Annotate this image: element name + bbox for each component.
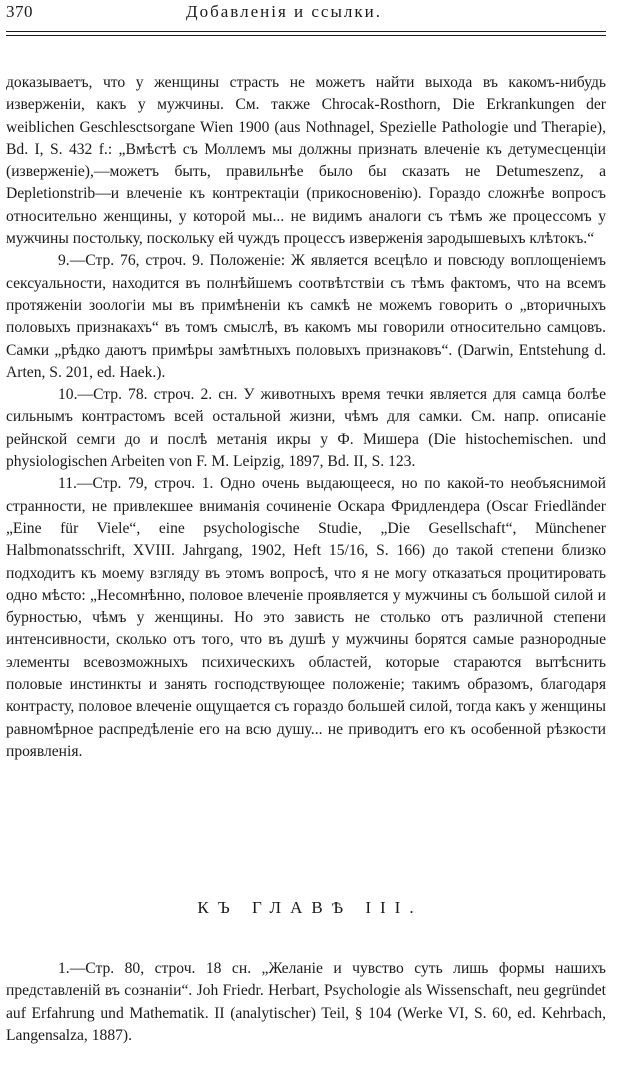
chapter-notes — [6, 958, 606, 1047]
main-text — [6, 72, 606, 763]
note-9-paragraph: 9.—Стр. 76, строч. 9. Положеніе: Ж является всецѣло и повсюду воплощеніемъ сексуальности, находится въ полнѣйшемъ соотвѣтствіи съ тѣмъ фактомъ, что на всемъ протяженіи зоологіи мы въ примѣненіи къ самкѣ не можемъ говорить о „вторичныхъ половыхъ признакахъ“ въ томъ смыслѣ, въ какомъ мы говорили относительно самцовъ. Самки „рѣдко даютъ примѣры замѣтныхъ половыхъ признаковъ“. (Darwin, Entstehung d. Arten, S. 201, ed. Haek.). — [6, 252, 606, 381]
chapter-note-1: 1.—Стр. 80, строч. 18 сн. „Желаніе и чувство суть лишь формы нашихъ представленій въ сознаніи“. Joh Friedr. Herbart, Psychologie als Wissenschaft, neu gegründet auf Erfahrung und Mathematik. II (analytischer) Teil, § 104 (Werke VI, S. 60, ed. Kehrbach, Langensalza, 1887). — [6, 960, 606, 1044]
running-head: Добавленія и ссылки. — [186, 2, 382, 21]
note-10-paragraph: 10.—Стр. 78. строч. 2. сн. У животныхъ время течки является для самца болѣе сильнымъ контрастомъ всей остальной жизни, чѣмъ для самки. См. напр. описаніе рейнской семги до и послѣ метанія икры у Ф. Мишера (Die histochemischen. und physiologischen Arbeiten von F. M. Leipzig, 1897, Bd. II, S. 123. — [6, 386, 606, 471]
header-rule-bottom — [6, 35, 606, 36]
continued-paragraph: доказываетъ, что у женщины страсть не можетъ найти выхода въ какомъ-нибудь изверженіи, какъ у мужчины. См. также Chrocak-Rosthorn, Die Erkrankungen der weiblichen Geschlesctsorgane Wien 1900 (aus Nothnagel, Spezielle Pathologie und Therapie), Bd. I, S. 432 f.: „Вмѣстѣ съ Моллемъ мы должны признать влеченіе къ детумесценціи (изверженіе),—можетъ быть, правильнѣе было бы сказать не Detumeszenz, a Depletionstrib—и влеченіе къ контректаціи (прикосновенію). Гораздо сложнѣе вопросъ относительно женщины, у которой мы... не видимъ аналоги съ тѣмъ же процессомъ у мужчины постольку, поскольку ей чуждъ процессъ изверженія зародышевыхъ клѣтокъ.“ — [6, 74, 606, 248]
chapter-heading: КЪ ГЛАВѢ III. — [197, 898, 423, 917]
note-11-paragraph: 11.—Стр. 79, строч. 1. Одно очень выдающееся, но по какой-то необъяснимой странности, не привлекшее вниманія сочиненіе Оскара Фридлендера (Oscar Friedländer „Eine für Viele“, eine psychologische Studie, „Die Gesellschaft“, Münchener Halbmonatsschrift, XVIII. Jahrgang, 1902, Heft 15/16, S. 166) до такой степени близко подходитъ къ моему взгляду въ этомъ вопросѣ, что я не могу отказаться процитировать одно мѣсто: „Несомнѣнно, половое влеченіе проявляется у мужчины съ большой силой и бурностью, чѣмъ у женщины. Но это зависть не столько отъ различной степени интенсивности, сколько отъ того, что въ душѣ у мужчины борятся самые разнородные элементы всевозможныхъ психическихъ областей, которые стараются вытѣснить половые инстинкты и занять господствующее положеніе; такимъ образомъ, благодаря контрасту, половое влеченіе ощущается съ гораздо большей силой, тогда какъ у женщины равномѣрное распредѣленіе его на всю душу... не приводитъ его къ особенной рѣзкости проявленія. — [6, 475, 606, 760]
page-number: 370 — [6, 2, 33, 21]
header-rule-top — [6, 31, 606, 32]
page-header — [6, 2, 606, 26]
